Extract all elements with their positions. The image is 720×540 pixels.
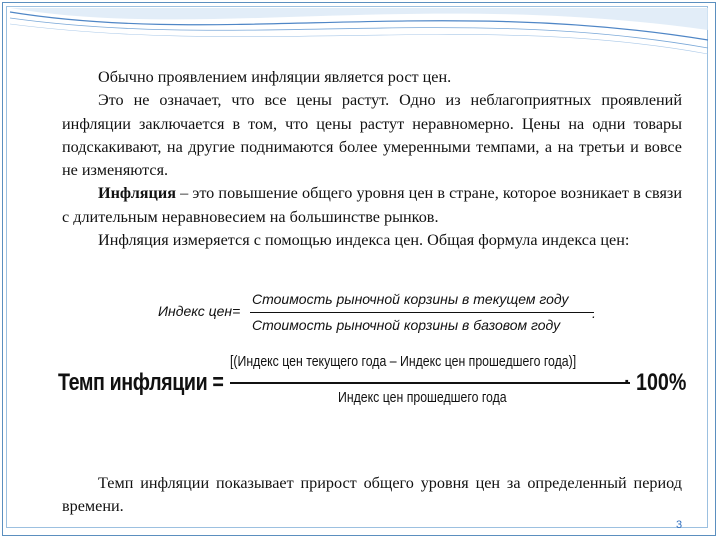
- inflation-rate-formula: [58, 355, 698, 415]
- percent-multiplier: · 100%: [624, 369, 687, 396]
- price-index-formula: [152, 289, 598, 341]
- price-index-label: Индекс цен=: [158, 303, 241, 319]
- header-wave-decoration: [0, 0, 720, 60]
- closing-text: [62, 472, 682, 519]
- paragraph-uneven-prices: Это не означает, что все цены растут. Одно из неблагоприятных проявлений инфляции заключается в том, что цены растут неравномерно. Цены на одни товары подскакивают, на другие поднимаются более умеренными темпами, а на третьи и вовсе не изменяются.: [62, 91, 682, 180]
- body-text: [62, 66, 682, 252]
- fraction-bar: [230, 382, 630, 384]
- inflation-rate-numerator: [(Индекс цен текущего года – Индекс цен прошедшего года)]: [230, 353, 577, 370]
- definition-term: Инфляция: [98, 184, 176, 203]
- definition-text: – это повышение общего уровня цен в стране, которое возникает в связи с длительным неравновесием на большинстве рынков.: [62, 184, 682, 226]
- fraction-bar: [250, 312, 594, 313]
- formula-period: .: [592, 305, 596, 321]
- price-index-numerator: Стоимость рыночной корзины в текущем году: [252, 291, 569, 307]
- price-index-denominator: Стоимость рыночной корзины в базовом году: [252, 317, 561, 333]
- paragraph-intro: Обычно проявлением инфляции является рост цен.: [98, 68, 452, 86]
- paragraph-closing: Темп инфляции показывает прирост общего уровня цен за определенный период времени.: [62, 474, 682, 516]
- inflation-rate-denominator: Индекс цен прошедшего года: [338, 389, 507, 406]
- page-number: 3: [676, 519, 683, 531]
- inflation-rate-label: Темп инфляции =: [58, 369, 224, 396]
- paragraph-price-index: Инфляция измеряется с помощью индекса цен. Общая формула индекса цен:: [98, 231, 630, 250]
- paragraph-definition: [62, 182, 682, 229]
